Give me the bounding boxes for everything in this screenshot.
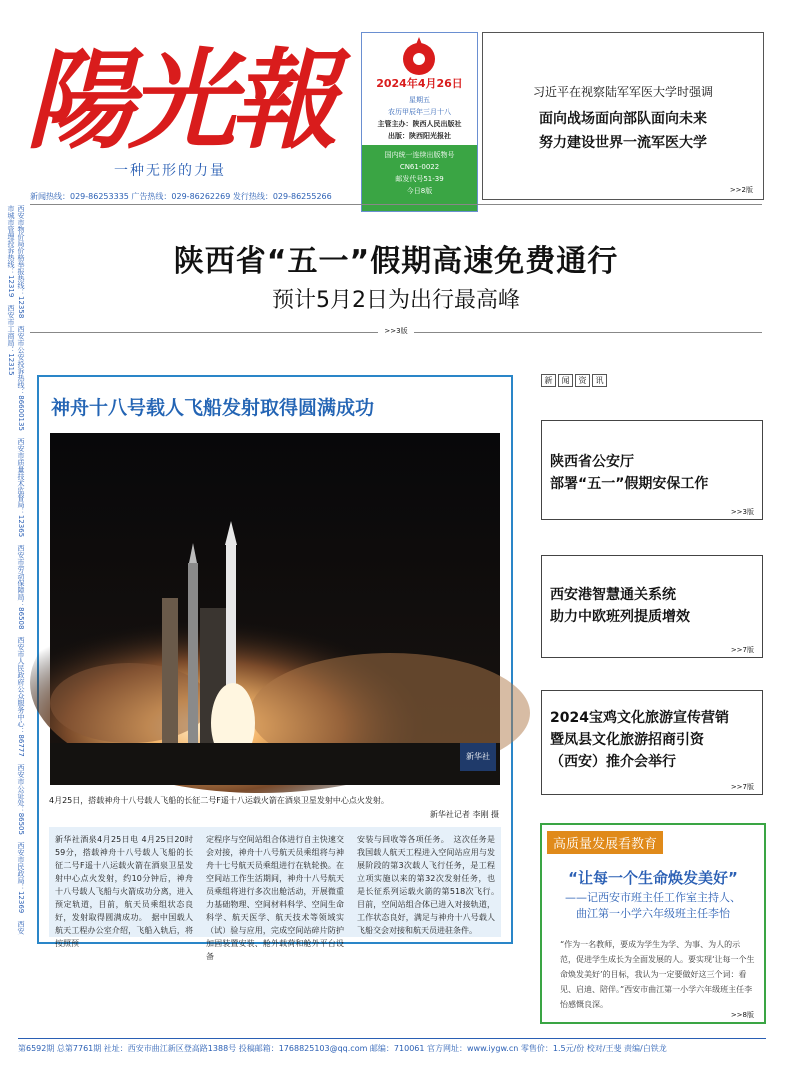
- weekday: 星期五: [409, 96, 430, 104]
- page-jump[interactable]: >>7版: [730, 783, 754, 791]
- page-jump-label[interactable]: >>3版: [378, 327, 413, 335]
- top-story-kicker: 习近平在视察陆军军医大学时强调: [532, 85, 713, 99]
- photo-caption: 4月25日，搭载神舟十八号载人飞船的长征二号F遥十八运载火箭在酒泉卫星发射中心点火发射。: [49, 796, 389, 805]
- news-brief[interactable]: [541, 420, 763, 520]
- top-story-title-line1: 面向战场面向部队面向未来: [539, 111, 707, 127]
- top-story-box[interactable]: [482, 32, 764, 200]
- feature-article: [37, 375, 513, 961]
- brief-title-line1: 陕西省公安厅: [550, 454, 634, 470]
- page-jump[interactable]: [30, 326, 762, 336]
- brief-title-line2: 暨凤县文化旅游招商引资: [550, 732, 704, 748]
- top-story-title-line2: 努力建设世界一流军医大学: [539, 135, 707, 151]
- sponsor: 主管主办：陕西人民出版社: [377, 120, 462, 128]
- publication-info: [362, 145, 477, 211]
- news-brief[interactable]: [541, 690, 763, 795]
- edu-subtitle-line1: ——记西安市班主任工作室主持人、: [565, 891, 741, 904]
- lunar-date: 农历甲辰年三月十八: [388, 108, 451, 116]
- news-brief[interactable]: [541, 555, 763, 658]
- edu-subtitle-line2: 曲江第一小学六年级班主任李怡: [576, 907, 730, 920]
- article-column-2: 定程序与空间站组合体进行自主快速交会对接，神舟十八号航天员乘组将与神舟十七号航天员乘组进行在轨轮换。在空间站工作生活期间，神舟十八号航天员乘组将进行多次出舱活动，开展微重力基础物理、空间材料科学、空间生命科学、航天医学、航天技术等领域实（试）验与应用，完成空间站碎片防护加固装置安装、舱外载荷和舱外平台设备: [206, 835, 344, 961]
- page-jump[interactable]: >>7版: [730, 646, 754, 654]
- brief-title-line2: 助力中欧班列提质增效: [550, 609, 690, 625]
- brief-title-line3: （西安）推介会举行: [550, 754, 676, 770]
- feature-title[interactable]: 神舟十八号载人飞船发射取得圆满成功: [51, 397, 375, 419]
- divider: [30, 204, 762, 205]
- page-jump[interactable]: >>8版: [730, 1011, 754, 1019]
- page-count: 今日8版: [406, 187, 433, 195]
- issue-date: 2024年4月26日: [376, 77, 463, 90]
- footer-divider: [18, 1038, 766, 1039]
- cn-number: CN61-0022: [399, 163, 440, 171]
- logo-text: 陽光報: [26, 38, 333, 164]
- footer-info: 第6592期 总第7761期 社址：西安市曲江新区登高路1388号 投稿邮箱：1768825103@qq.com 邮编：710061 官方网址：www.iygw.cn 零售价：1.5元/份 校对/王斐 责编/白铁龙: [18, 1044, 667, 1053]
- postal-code: 邮发代号51-39: [395, 175, 444, 183]
- newspaper-logo: [26, 26, 333, 164]
- hotlines: 新闻热线：029-86253335 广告热线：029-86262269 发行热线：029-86255266: [30, 192, 332, 201]
- section-tag: 高质量发展看教育: [547, 831, 663, 854]
- article-body: [49, 827, 503, 961]
- education-feature[interactable]: [540, 823, 766, 1024]
- brief-title-line1: 西安港智慧通关系统: [550, 587, 676, 603]
- article-column-1: 新华社酒泉4月25日电 4月25日20时59分，搭载神舟十八号载人飞船的长征二号F遥十八运载火箭在酒泉卫星发射中心点火发射，约10分钟后，神舟十八号载人飞船与火箭成功分离，进入预定轨道，目前，航天员乘组状态良好，发射取得圆满成功。 据中国载人航天工程办公室介绍，飞船入轨后，将按照预: [55, 835, 193, 948]
- edu-title: “让每一个生命焕发美好”: [568, 869, 738, 887]
- side-hotlines: 西安市物价局价格举报热线：12358 西安市公安投诉热线：86600135 西安市质量技术监督局：12365 西安市劳动保障局：86508 西安市人民政府公众服务中心：86777 西安市公证处：86505 西安市民政局：12369 西安市城市管理投诉热线：12319 西安市工商局：12315: [7, 205, 25, 935]
- page-jump[interactable]: >>2版: [729, 186, 753, 194]
- photo-watermark: 新华社: [466, 752, 490, 761]
- brief-title-line1: 2024宝鸡文化旅游宣传营销: [550, 710, 729, 726]
- date-box: [361, 32, 478, 212]
- edu-body: “作为一名教师，要成为学生为学、为事、为人的示范，促进学生成长为全面发展的人。要实现‘让每一个生命焕发美好’的目标，我认为一定要做好这三个词：看见、启迪、陪伴。”西安市曲江第一小学六年级班主任李怡感慨良深。: [560, 940, 755, 1009]
- rocket-launch-photo: [50, 433, 500, 785]
- logo-calligraphy: [26, 26, 333, 164]
- brief-title-line2: 部署“五一”假期安保工作: [550, 476, 709, 492]
- issn-label: 国内统一连续出版物号: [384, 151, 455, 159]
- main-headline[interactable]: 陕西省“五一”假期高速免费通行: [173, 244, 619, 279]
- section-tag-char: 闻: [558, 374, 573, 387]
- article-column-3: 安装与回收等各项任务。 这次任务是我国载人航天工程进入空间站应用与发展阶段的第3次载人飞行任务，是工程立项实施以来的第32次发射任务，也是长征系列运载火箭的第518次飞行。 目前，空间站组合体已进入对接轨道，工作状态良好，满足与神舟十八号载人飞船交会对接和航天员进驻条件。: [357, 835, 503, 935]
- publisher: 出版：陕西阳光报社: [388, 132, 451, 140]
- section-tag-char: 新: [541, 374, 556, 387]
- photo-credit: 新华社记者 李刚 摄: [429, 810, 499, 819]
- slogan: 一种无形的力量: [114, 163, 226, 179]
- main-subheadline: 预计5月2日为出行最高峰: [272, 288, 520, 313]
- sun-emblem-icon: [398, 35, 440, 79]
- section-tag-char: 资: [575, 374, 590, 387]
- page-jump[interactable]: >>3版: [730, 508, 754, 516]
- news-section-tag: [541, 374, 609, 387]
- section-tag-char: 讯: [592, 374, 607, 387]
